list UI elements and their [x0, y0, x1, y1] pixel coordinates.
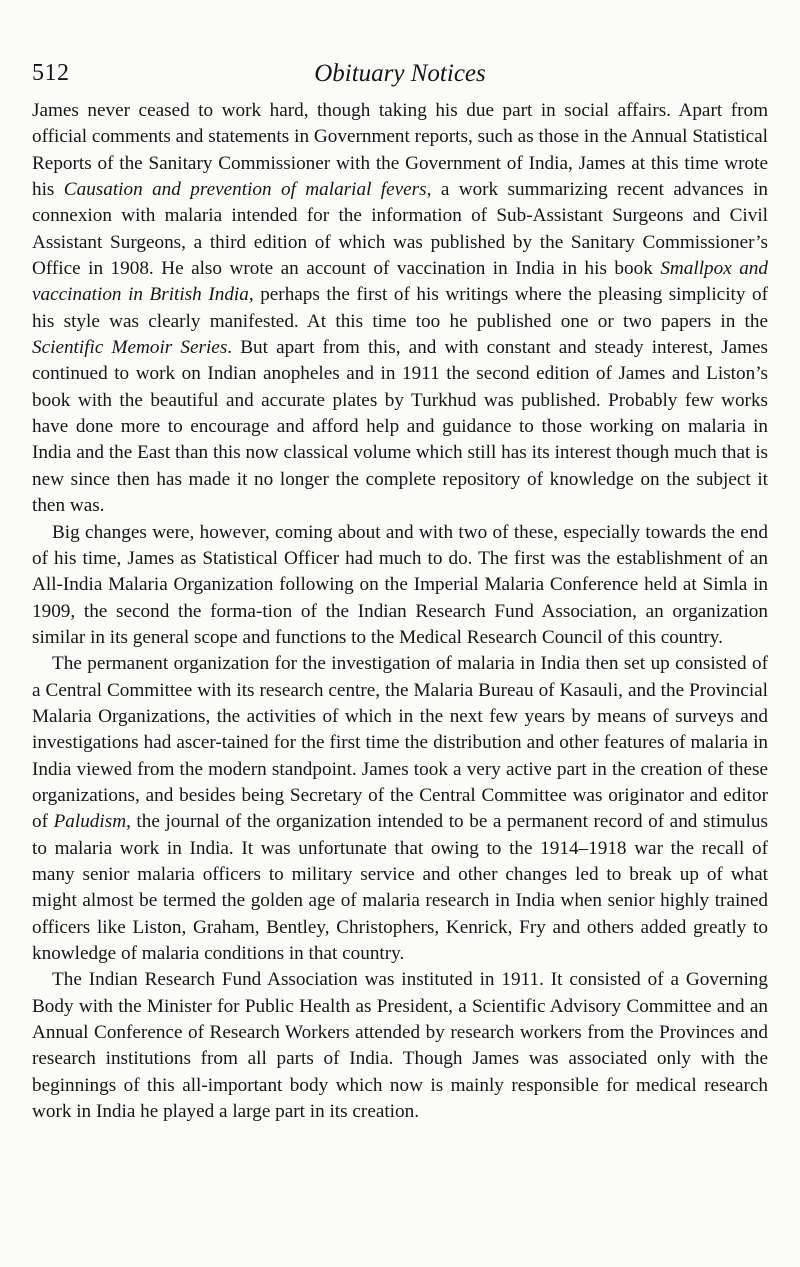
italic-title-text: Causation and prevention of malarial fevers	[63, 179, 427, 201]
paragraph	[32, 98, 768, 520]
paragraph-text: Big changes were, however, coming about and with two of these, especially towards the end of his time, James as Statistical Officer had much to do. The first was the establishment of an All-India Malaria Organization following on the Imperial Malaria Conference held at Simla in 1909, the second the forma-tion of the Indian Research Fund Association, an organization similar in its general scope and functions to the Medical Research Council of this country.	[32, 521, 768, 648]
italic-title-text: Smallpox and vaccination in British India	[32, 258, 768, 306]
running-head: Obituary Notices	[314, 60, 486, 87]
paragraph-text: James never ceased to work hard, though taking his due part in social affairs. Apart from official comments and statements in Government reports, such as those in the Annual Statistical Reports of the Sanitary Commissioner with the Government of India, James at this time wrote his	[32, 100, 768, 201]
article-body	[32, 98, 768, 1125]
paragraph-text: , a work summarizing recent advances in connexion with malaria intended for the information of Sub-Assistant Surgeons and Civil Assistant Surgeons, a third edition of which was published by the Sanitary Commissioner’s Office in 1908. He also wrote an account of vaccination in India in his book	[32, 179, 769, 280]
italic-title-text: Scientific Memoir Series	[32, 337, 228, 359]
page-number: 512	[32, 60, 70, 86]
paragraph-text: , the journal of the organization intended to be a permanent record of and stimulus to malaria work in India. It was unfortunate that owing to the 1914–1918 war the recall of many senior malaria officers to military service and other changes led to break up of what might almost be termed the golden age of malaria research in India when senior highly trained officers like Liston, Graham, Bentley, Christophers, Kenrick, Fry and others added greatly to knowledge of malaria conditions in that country.	[32, 811, 768, 964]
paragraph-text: The Indian Research Fund Association was instituted in 1911. It consisted of a Governing Body with the Minister for Public Health as President, a Scientific Advisory Committee and an Annual Conference of Research Workers attended by research workers from the Provinces and research institutions from all parts of India. Though James was associated only with the beginnings of this all-important body which now is mainly responsible for medical research work in India he played a large part in its creation.	[32, 969, 768, 1123]
paragraph	[32, 520, 768, 652]
paragraph-text: . But apart from this, and with constant and steady interest, James continued to work on Indian anopheles and in 1911 the second edition of James and Liston’s book with the beautiful and accurate plates by Turkhud was published. Probably few works have done more to encourage and afford help and guidance to those working on malaria in India and the East than this now classical volume which still has its interest though much that is new since then has made it no longer the complete repository of knowledge on the subject it then was.	[32, 337, 769, 517]
paragraph-text: , perhaps the first of his writings where the pleasing simplicity of his style was clearly manifested. At this time too he published one or two papers in the	[32, 284, 768, 332]
italic-title-text: Paludism	[53, 811, 127, 833]
paragraph-text: The permanent organization for the investigation of malaria in India then set up consisted of a Central Committee with its research centre, the Malaria Bureau of Kasauli, and the Provincial Malaria Organizations, the activities of which in the next few years by means of surveys and investigations had ascer-tained for the first time the distribution and other features of malaria in India viewed from the modern standpoint. James took a very active part in the creation of these organizations, and besides being Secretary of the Central Committee was originator and editor of	[32, 653, 768, 833]
paragraph	[32, 651, 768, 967]
paragraph	[32, 967, 768, 1125]
